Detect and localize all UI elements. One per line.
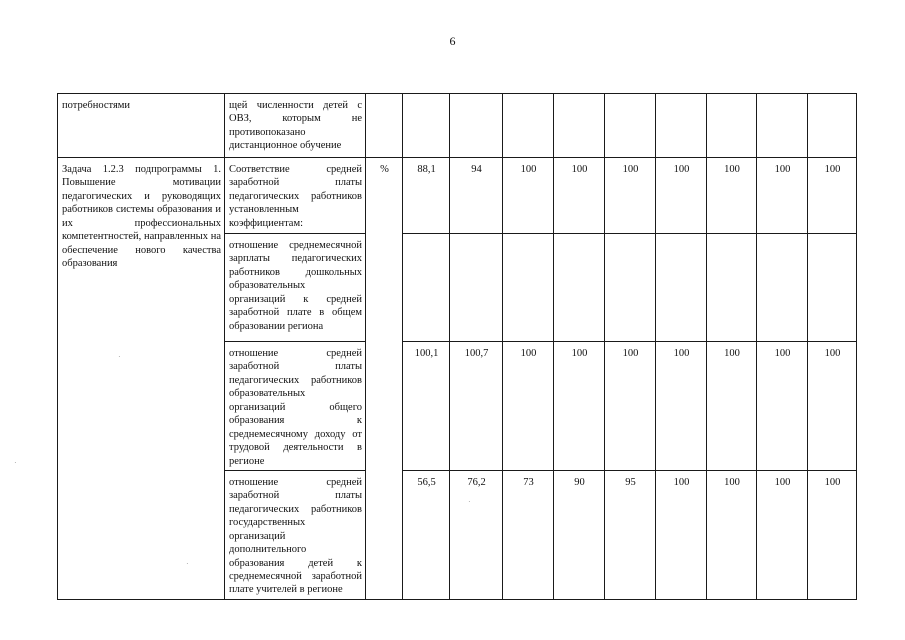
value-cell: 100 xyxy=(656,342,707,471)
task-cell: Задача 1.2.3 подпрограммы 1. Повышение мотивации педагогических и руководящих работников системы образования и их профессиональных компетентностей, направленных на обеспечение нового качества образования xyxy=(58,158,225,600)
indicator-cell: отношение среднемесячной зарплаты педагогических работников дошкольных образовательных организаций к средней заработной плате в общем образовании региона xyxy=(225,234,366,342)
value-cell: 100 xyxy=(808,470,857,599)
value-cell xyxy=(450,234,503,342)
value-cell xyxy=(656,234,707,342)
value-cell: 100 xyxy=(656,158,707,234)
value-cell: 100 xyxy=(503,158,554,234)
value-cell xyxy=(757,94,808,158)
value-cell: 100 xyxy=(554,158,605,234)
value-cell xyxy=(707,234,757,342)
value-cell: 100,1 xyxy=(403,342,450,471)
value-cell: 100 xyxy=(757,342,808,471)
value-cell xyxy=(605,94,656,158)
unit-cell: % xyxy=(366,158,403,600)
table-row-task-1-2-3 xyxy=(58,158,857,234)
value-cell xyxy=(403,234,450,342)
value-cell: 90 xyxy=(554,470,605,599)
value-cell xyxy=(605,234,656,342)
table-row-continuation xyxy=(58,94,857,158)
value-cell: 100 xyxy=(757,470,808,599)
scan-speck: · xyxy=(14,458,17,467)
value-cell: 100 xyxy=(605,342,656,471)
value-cell xyxy=(503,234,554,342)
unit-cell xyxy=(366,94,403,158)
task-cell: потребностями xyxy=(58,94,225,158)
value-cell: 100 xyxy=(503,342,554,471)
value-cell: 100 xyxy=(808,342,857,471)
value-cell: 100 xyxy=(707,158,757,234)
value-cell: 100 xyxy=(707,342,757,471)
value-cell xyxy=(503,94,554,158)
value-cell: 100 xyxy=(656,470,707,599)
value-cell xyxy=(808,234,857,342)
scan-speck: · xyxy=(186,559,189,568)
value-cell: 100,7 xyxy=(450,342,503,471)
value-cell: 88,1 xyxy=(403,158,450,234)
indicators-table xyxy=(57,93,857,600)
value-cell xyxy=(554,234,605,342)
value-cell: 95 xyxy=(605,470,656,599)
indicator-cell: отношение средней заработной платы педагогических работников государственных организаций дополнительного образования детей к среднемесячной заработной плате учителей в регионе xyxy=(225,470,366,599)
value-cell: 100 xyxy=(554,342,605,471)
value-cell xyxy=(707,94,757,158)
indicator-cell: щей численности детей с ОВЗ, которым не противопоказано дистанционное обучение xyxy=(225,94,366,158)
value-cell: 100 xyxy=(707,470,757,599)
indicator-cell: Соответствие средней заработной платы педагогических работников установленным коэффициентам: xyxy=(225,158,366,234)
value-cell xyxy=(403,94,450,158)
value-cell: 76,2 xyxy=(450,470,503,599)
value-cell: 73 xyxy=(503,470,554,599)
value-cell: 100 xyxy=(808,158,857,234)
value-cell xyxy=(808,94,857,158)
value-cell: 56,5 xyxy=(403,470,450,599)
value-cell: 94 xyxy=(450,158,503,234)
indicator-cell: отношение средней заработной платы педагогических работников образовательных организаций общего образования к среднемесячному доходу от трудовой деятельности в регионе xyxy=(225,342,366,471)
value-cell xyxy=(656,94,707,158)
value-cell: 100 xyxy=(757,158,808,234)
scan-speck: · xyxy=(118,352,121,361)
value-cell xyxy=(554,94,605,158)
scan-speck: · xyxy=(468,497,471,506)
value-cell: 100 xyxy=(605,158,656,234)
value-cell xyxy=(757,234,808,342)
value-cell xyxy=(450,94,503,158)
page-number: 6 xyxy=(449,34,456,48)
